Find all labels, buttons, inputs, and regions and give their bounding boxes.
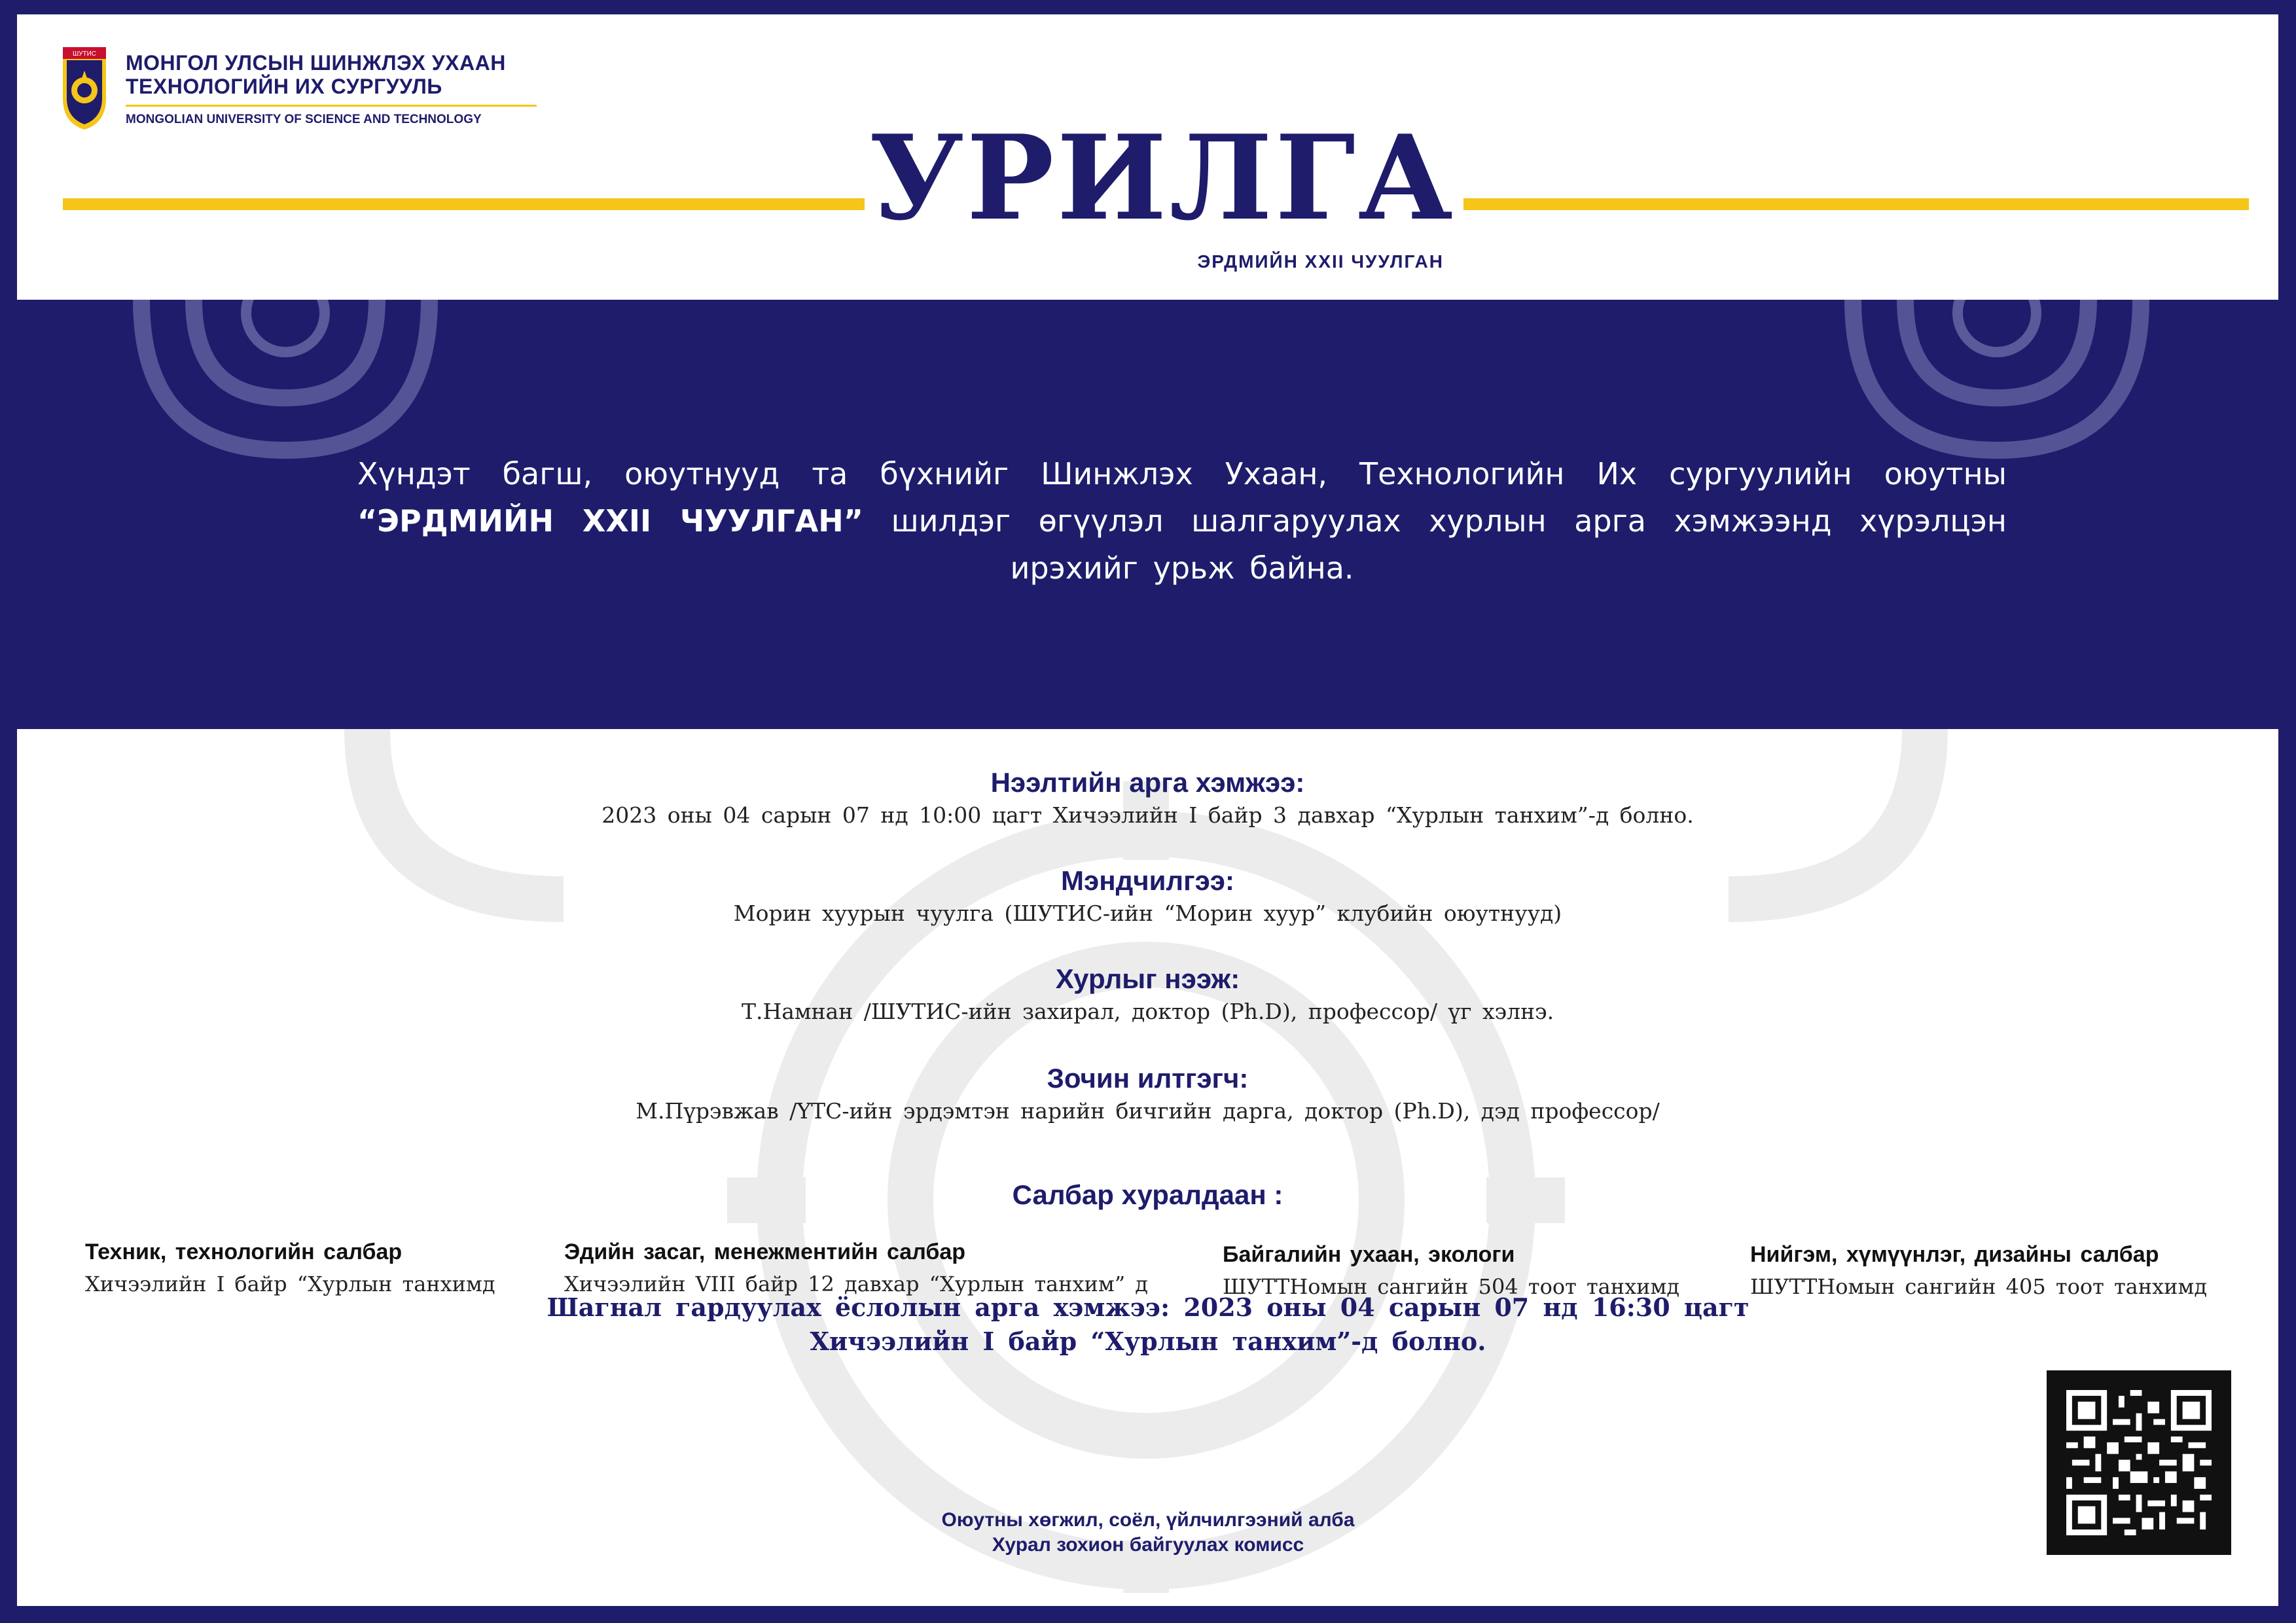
section-opening-speech-text: Т.Намнан /ШУТИС-ийн захирал, доктор (Ph.D), профессор/ үг хэлнэ. — [741, 999, 1554, 1024]
university-name-mn-line2: ТЕХНОЛОГИЙН ИХ СУРГУУЛЬ — [126, 75, 442, 98]
organizer-line2: Хурал зохион байгуулах комисс — [992, 1534, 1304, 1556]
invitation-text-part2: шилдэг өгүүлэл шалгаруулах хурлын арга хэмжээнд хүрэлцэн ирэхийг урьж байна. — [891, 503, 2007, 586]
branch-title: Эдийн засаг, менежментийн салбар — [564, 1240, 966, 1264]
section-guest-speaker-text: М.Пүрэвжав /ҮТС-ийн эрдэмтэн нарийн бичгийн дарга, доктор (Ph.D), дэд профессор/ — [636, 1098, 1660, 1124]
qr-code-icon — [2066, 1390, 2212, 1535]
section-greeting-text: Морин хуурын чуулга (ШУТИС-ийн “Морин хуур” клубийн оюутнууд) — [733, 901, 1562, 926]
branch-title: Нийгэм, хүмүүнлэг, дизайны салбар — [1750, 1242, 2159, 1267]
branch-item — [85, 1240, 556, 1296]
program-band — [17, 729, 2278, 1606]
university-name-mn — [126, 51, 506, 98]
university-logo — [62, 46, 572, 151]
organizer-footer — [0, 1508, 2296, 1558]
logo-divider — [126, 105, 537, 107]
branch-location: Хичээлийн VIII байр 12 давхар “Хурлын танхим” д — [564, 1272, 1148, 1296]
gold-rule-left — [63, 198, 865, 210]
invitation-text-event-name: “ЭРДМИЙН XXII ЧУУЛГАН” — [357, 503, 863, 539]
emblem-watermark-icon — [328, 729, 1964, 1593]
qr-code[interactable] — [2047, 1370, 2231, 1555]
page-subtitle: ЭРДМИЙН XXII ЧУУЛГАН — [1197, 251, 1444, 272]
section-guest-speaker-heading: Зочин илтгэгч: — [1047, 1063, 1249, 1094]
section-opening-speech-heading: Хурлыг нээж: — [1055, 963, 1240, 994]
university-name-mn-line1: МОНГОЛ УЛСЫН ШИНЖЛЭХ УХААН — [126, 51, 506, 75]
award-ceremony-notice — [0, 1291, 2296, 1359]
header-band — [17, 14, 2278, 300]
invitation-text — [357, 450, 2007, 592]
award-line2: Хичээлийн I байр “Хурлын танхим”-д болно. — [810, 1327, 1486, 1356]
university-logo-icon — [62, 46, 107, 131]
branch-item — [564, 1240, 1148, 1296]
svg-text:ШУТИС: ШУТИС — [72, 50, 97, 58]
invitation-text-part1: Хүндэт багш, оюутнууд та бүхнийг Шинжлэх Ухаан, Технологийн Их сургуулийн оюутны — [357, 456, 2007, 491]
section-opening-text: 2023 оны 04 сарын 07 нд 10:00 цагт Хичээлийн I байр 3 давхар “Хурлын танхим”-д болно. — [601, 802, 1694, 828]
branch-location: ШУТТНомын сангийн 504 тоот танхимд — [1223, 1274, 1680, 1299]
award-line1: Шагнал гардуулах ёслолын арга хэмжээ: 2023 оны 04 сарын 07 нд 16:30 цагт — [547, 1293, 1749, 1322]
emblem-watermark-icon — [1807, 300, 2187, 470]
section-greeting-heading: Мэндчилгээ: — [1061, 865, 1234, 896]
invitation-band — [17, 300, 2278, 729]
university-name-en: MONGOLIAN UNIVERSITY OF SCIENCE AND TECHNOLOGY — [126, 113, 482, 126]
emblem-watermark-icon — [96, 300, 475, 470]
branch-location: ШУТТНомын сангийн 405 тоот танхимд — [1750, 1274, 2208, 1299]
branch-title: Техник, технологийн салбар — [85, 1240, 403, 1264]
branches-heading: Салбар хуралдаан : — [1012, 1179, 1283, 1210]
organizer-line1: Оюутны хөгжил, соёл, үйлчилгээний алба — [941, 1509, 1355, 1531]
page-title: УРИЛГА — [869, 109, 1456, 246]
section-opening-heading: Нээлтийн арга хэмжээ: — [990, 767, 1305, 798]
branch-title: Байгалийн ухаан, экологи — [1223, 1242, 1515, 1267]
branch-location: Хичээлийн I байр “Хурлын танхимд — [85, 1272, 495, 1296]
gold-rule-right — [1463, 198, 2249, 210]
